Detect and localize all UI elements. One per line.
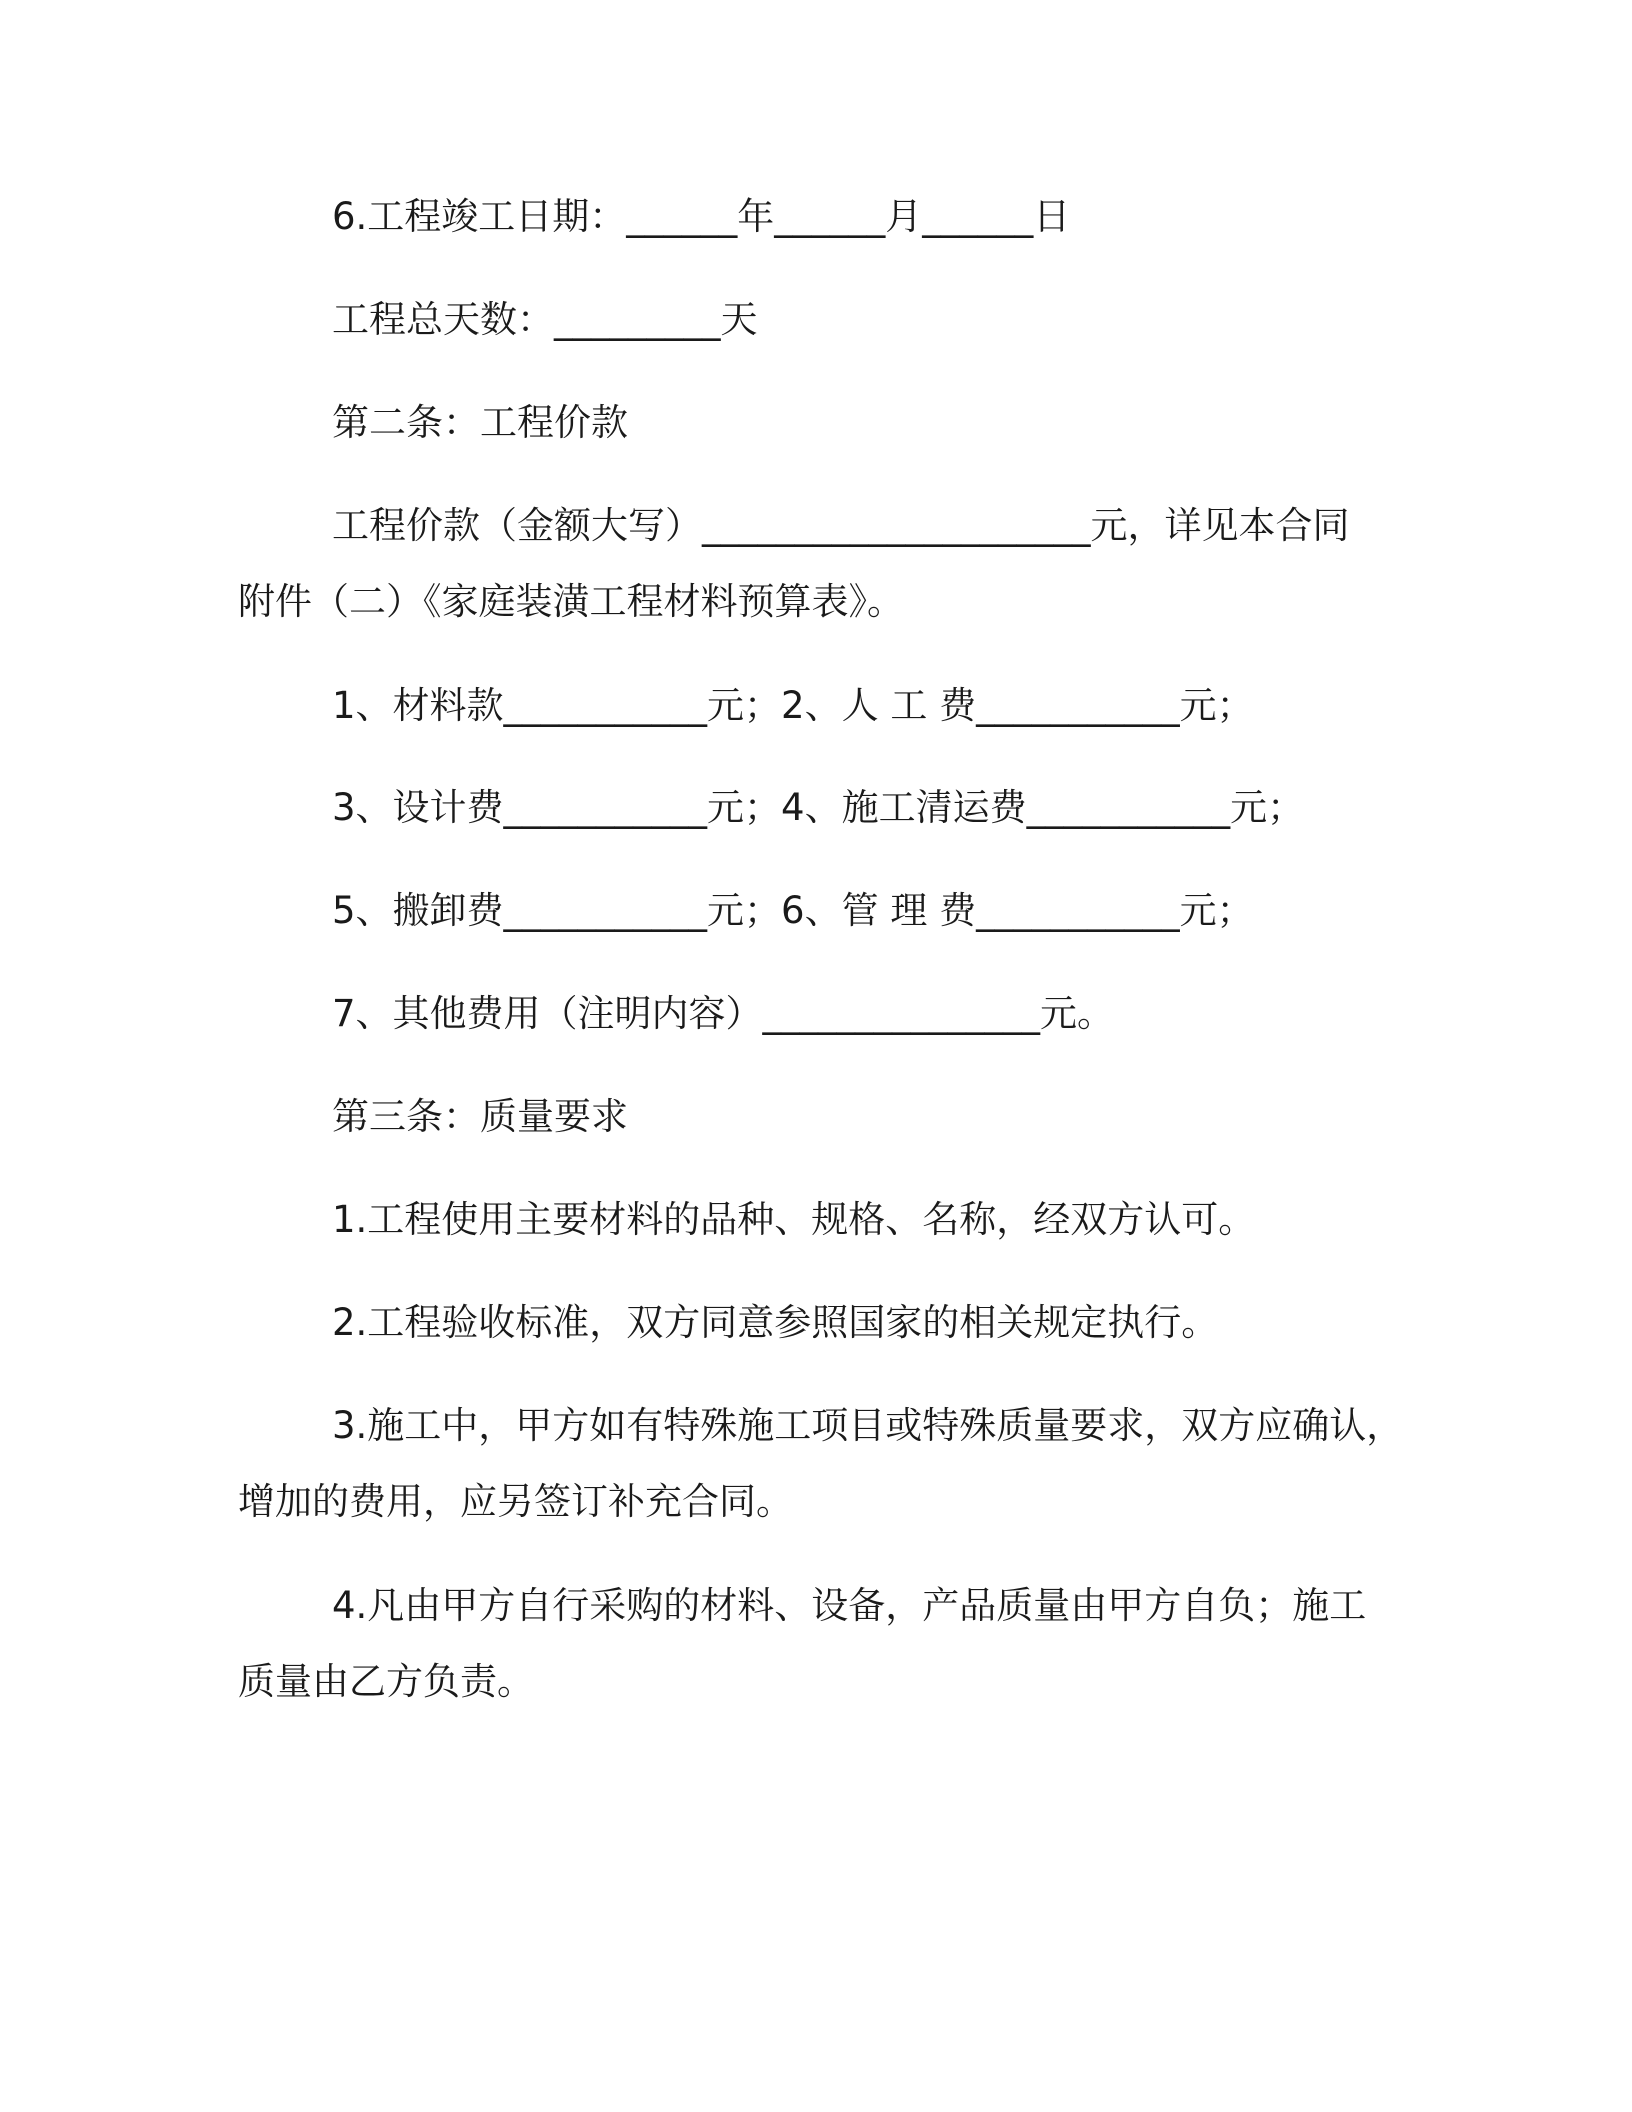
fee-items-line-1: 1、材料款___________元；2、人 工 费___________元； xyxy=(332,684,1254,727)
quality-item-4-line-1: 4.凡由甲方自行采购的材料、设备，产品质量由甲方自负；施工 xyxy=(332,1584,1367,1627)
quality-item-2: 2.工程验收标准，双方同意参照国家的相关规定执行。 xyxy=(332,1301,1219,1344)
other-fees-line: 7、其他费用（注明内容）_______________元。 xyxy=(332,992,1115,1035)
quality-item-3-line-1: 3.施工中，甲方如有特殊施工项目或特殊质量要求，双方应确认， xyxy=(332,1404,1404,1447)
price-paragraph-line-2: 附件（二）《家庭装潢工程材料预算表》。 xyxy=(238,580,904,623)
total-days-line: 工程总天数：_________天 xyxy=(332,298,758,341)
article-two-heading: 第二条：工程价款 xyxy=(332,401,628,444)
quality-item-1: 1.工程使用主要材料的品种、规格、名称，经双方认可。 xyxy=(332,1198,1256,1241)
fee-items-line-2: 3、设计费___________元；4、施工清运费___________元； xyxy=(332,786,1305,829)
quality-item-3-line-2: 增加的费用，应另签订补充合同。 xyxy=(238,1480,793,1523)
completion-date-line: 6.工程竣工日期：______年______月______日 xyxy=(332,195,1071,238)
fee-items-line-3: 5、搬卸费___________元；6、管 理 费___________元； xyxy=(332,889,1254,932)
article-three-heading: 第三条：质量要求 xyxy=(332,1095,628,1138)
price-paragraph-line-1: 工程价款（金额大写）_____________________元，详见本合同 xyxy=(332,504,1350,547)
quality-item-4-line-2: 质量由乙方负责。 xyxy=(238,1660,534,1703)
